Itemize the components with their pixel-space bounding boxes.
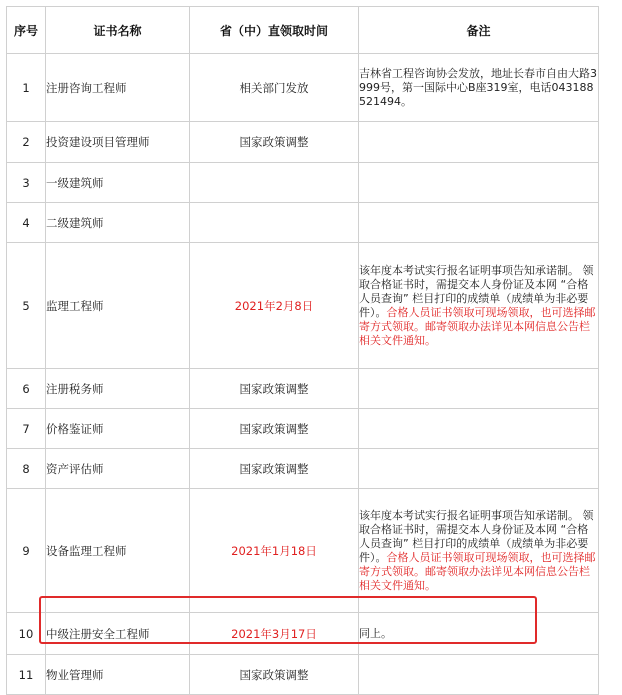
table-row bbox=[7, 655, 599, 695]
row-cert-name: 资产评估师 bbox=[46, 449, 190, 489]
row-cert-name: 注册咨询工程师 bbox=[46, 54, 190, 122]
row-cert-name: 中级注册安全工程师 bbox=[46, 613, 190, 655]
note-text: 该年度本考试实行报名证明事项告知承诺制。 领取合格证书时，需提交本人身份证及本网 “合格人员查询” 栏目打印的成绩单（成绩单为非必要件）。 bbox=[359, 508, 594, 564]
note-text-red: 合格人员证书领取可现场领取，也可选择邮寄方式领取。邮寄领取办法详见本网信息公告栏相关文件通知。 bbox=[359, 550, 596, 592]
row-index: 11 bbox=[7, 655, 46, 695]
table-row bbox=[7, 369, 599, 409]
row-cert-name: 价格鉴证师 bbox=[46, 409, 190, 449]
row-note: 吉林省工程咨询协会发放，地址长春市自由大路3999号，第一国际中心B座319室，电话043188521494。 bbox=[359, 54, 599, 122]
row-index: 9 bbox=[7, 489, 46, 613]
row-cert-name: 一级建筑师 bbox=[46, 163, 190, 203]
note-text: 该年度本考试实行报名证明事项告知承诺制。 领取合格证书时，需提交本人身份证及本网 “合格人员查询” 栏目打印的成绩单（成绩单为非必要件）。 bbox=[359, 263, 594, 319]
row-time: 2021年3月17日 bbox=[190, 613, 359, 655]
row-time: 国家政策调整 bbox=[190, 122, 359, 163]
table-row bbox=[7, 449, 599, 489]
row-cert-name: 设备监理工程师 bbox=[46, 489, 190, 613]
table-row bbox=[7, 122, 599, 163]
certificate-table bbox=[6, 6, 599, 695]
table-row bbox=[7, 613, 599, 655]
row-index: 7 bbox=[7, 409, 46, 449]
row-index: 6 bbox=[7, 369, 46, 409]
header-index: 序号 bbox=[7, 7, 46, 54]
row-time: 国家政策调整 bbox=[190, 409, 359, 449]
row-cert-name: 投资建设项目管理师 bbox=[46, 122, 190, 163]
table-row bbox=[7, 163, 599, 203]
row-time: 相关部门发放 bbox=[190, 54, 359, 122]
row-index: 4 bbox=[7, 203, 46, 243]
row-note: 同上。 bbox=[359, 613, 599, 655]
note-text-red: 合格人员证书领取可现场领取，也可选择邮寄方式领取。邮寄领取办法详见本网信息公告栏相关文件通知。 bbox=[359, 305, 596, 347]
row-note bbox=[359, 449, 599, 489]
row-note bbox=[359, 243, 599, 369]
row-time: 国家政策调整 bbox=[190, 369, 359, 409]
row-time: 国家政策调整 bbox=[190, 655, 359, 695]
row-time bbox=[190, 203, 359, 243]
row-time: 2021年1月18日 bbox=[190, 489, 359, 613]
header-note: 备注 bbox=[359, 7, 599, 54]
row-index: 2 bbox=[7, 122, 46, 163]
row-time bbox=[190, 163, 359, 203]
row-cert-name: 物业管理师 bbox=[46, 655, 190, 695]
row-index: 10 bbox=[7, 613, 46, 655]
row-cert-name: 二级建筑师 bbox=[46, 203, 190, 243]
table-header-row bbox=[7, 7, 599, 54]
row-note bbox=[359, 369, 599, 409]
row-note bbox=[359, 122, 599, 163]
table-row bbox=[7, 409, 599, 449]
row-index: 5 bbox=[7, 243, 46, 369]
row-cert-name: 监理工程师 bbox=[46, 243, 190, 369]
row-note bbox=[359, 409, 599, 449]
row-index: 3 bbox=[7, 163, 46, 203]
header-time: 省（中）直领取时间 bbox=[190, 7, 359, 54]
row-cert-name: 注册税务师 bbox=[46, 369, 190, 409]
row-time: 国家政策调整 bbox=[190, 449, 359, 489]
row-index: 1 bbox=[7, 54, 46, 122]
row-note bbox=[359, 655, 599, 695]
table-row bbox=[7, 54, 599, 122]
row-index: 8 bbox=[7, 449, 46, 489]
header-cert-name: 证书名称 bbox=[46, 7, 190, 54]
row-note bbox=[359, 203, 599, 243]
table-row bbox=[7, 489, 599, 613]
table-row bbox=[7, 243, 599, 369]
row-time: 2021年2月8日 bbox=[190, 243, 359, 369]
table-row bbox=[7, 203, 599, 243]
row-note bbox=[359, 489, 599, 613]
row-note bbox=[359, 163, 599, 203]
